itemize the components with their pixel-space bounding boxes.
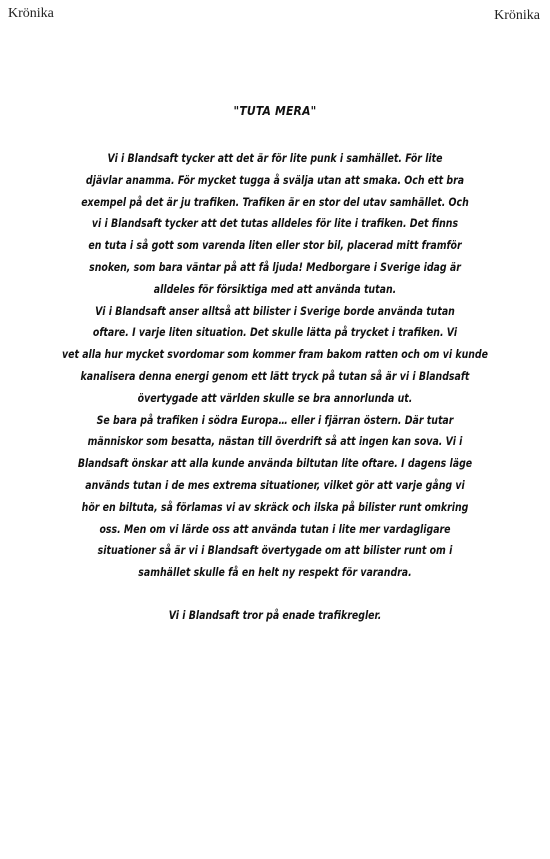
article-line: hör en biltuta, så förlamas vi av skräck och ilska på bilister runt omkring — [81, 499, 469, 514]
article-line: vi i Blandsaft tycker att det tutas alldeles för lite i trafiken. Det finns — [91, 216, 459, 231]
article-title: "TUTA MERA" — [233, 104, 317, 118]
article-line: alldeles för försiktiga med att använda tutan. — [153, 281, 397, 296]
article-line: samhället skulle få en helt ny respekt för varandra. — [138, 565, 412, 580]
article-line: en tuta i så gott som varenda liten eller stor bil, placerad mitt framför — [88, 238, 462, 253]
article-line: kanalisera denna energi genom ett lätt tryck på tutan så är vi i Blandsaft — [80, 368, 470, 383]
article-line: Vi i Blandsaft tycker att det är för lite punk i samhället. För lite — [107, 151, 443, 165]
article-line: Se bara på trafiken i södra Europa… eller i fjärran östern. Där tutar — [96, 412, 454, 427]
paragraph-spacer — [32, 584, 518, 605]
article-body — [32, 148, 518, 627]
article-line: situationer så är vi i Blandsaft övertygade om att bilister runt om i — [97, 543, 453, 558]
article-line: används tutan i de mes extrema situationer, vilket gör att varje gång vi — [85, 477, 465, 492]
article-closing: Vi i Blandsaft tror på enade trafikregler. — [168, 607, 382, 622]
article-line: oss. Men om vi lärde oss att använda tutan i lite mer vardagligare — [99, 521, 451, 536]
header-right-label: Krönika — [494, 8, 540, 23]
article — [30, 104, 520, 627]
article-line: vet alla hur mycket svordomar som kommer fram bakom ratten och om vi kunde — [61, 347, 489, 362]
article-line: Vi i Blandsaft anser alltså att bilister i Sverige borde använda tutan — [95, 303, 455, 318]
article-line: övertygade att världen skulle se bra annorlunda ut. — [137, 390, 413, 405]
article-line: människor som besatta, nästan till överdrift så att ingen kan sova. Vi i — [87, 434, 463, 449]
article-line: Blandsaft önskar att alla kunde använda biltutan lite oftare. I dagens läge — [77, 456, 473, 471]
header-left-label: Krönika — [8, 6, 54, 21]
article-line: snoken, som bara väntar på att få ljuda! Medborgare i Sverige idag är — [89, 259, 461, 274]
article-line: oftare. I varje liten situation. Det skulle lätta på trycket i trafiken. Vi — [92, 325, 458, 340]
article-line: djävlar anamma. För mycket tugga å svälja utan att smaka. Och ett bra — [85, 172, 465, 187]
article-line: exempel på det är ju trafiken. Trafiken är en stor del utav samhället. Och — [81, 194, 469, 209]
